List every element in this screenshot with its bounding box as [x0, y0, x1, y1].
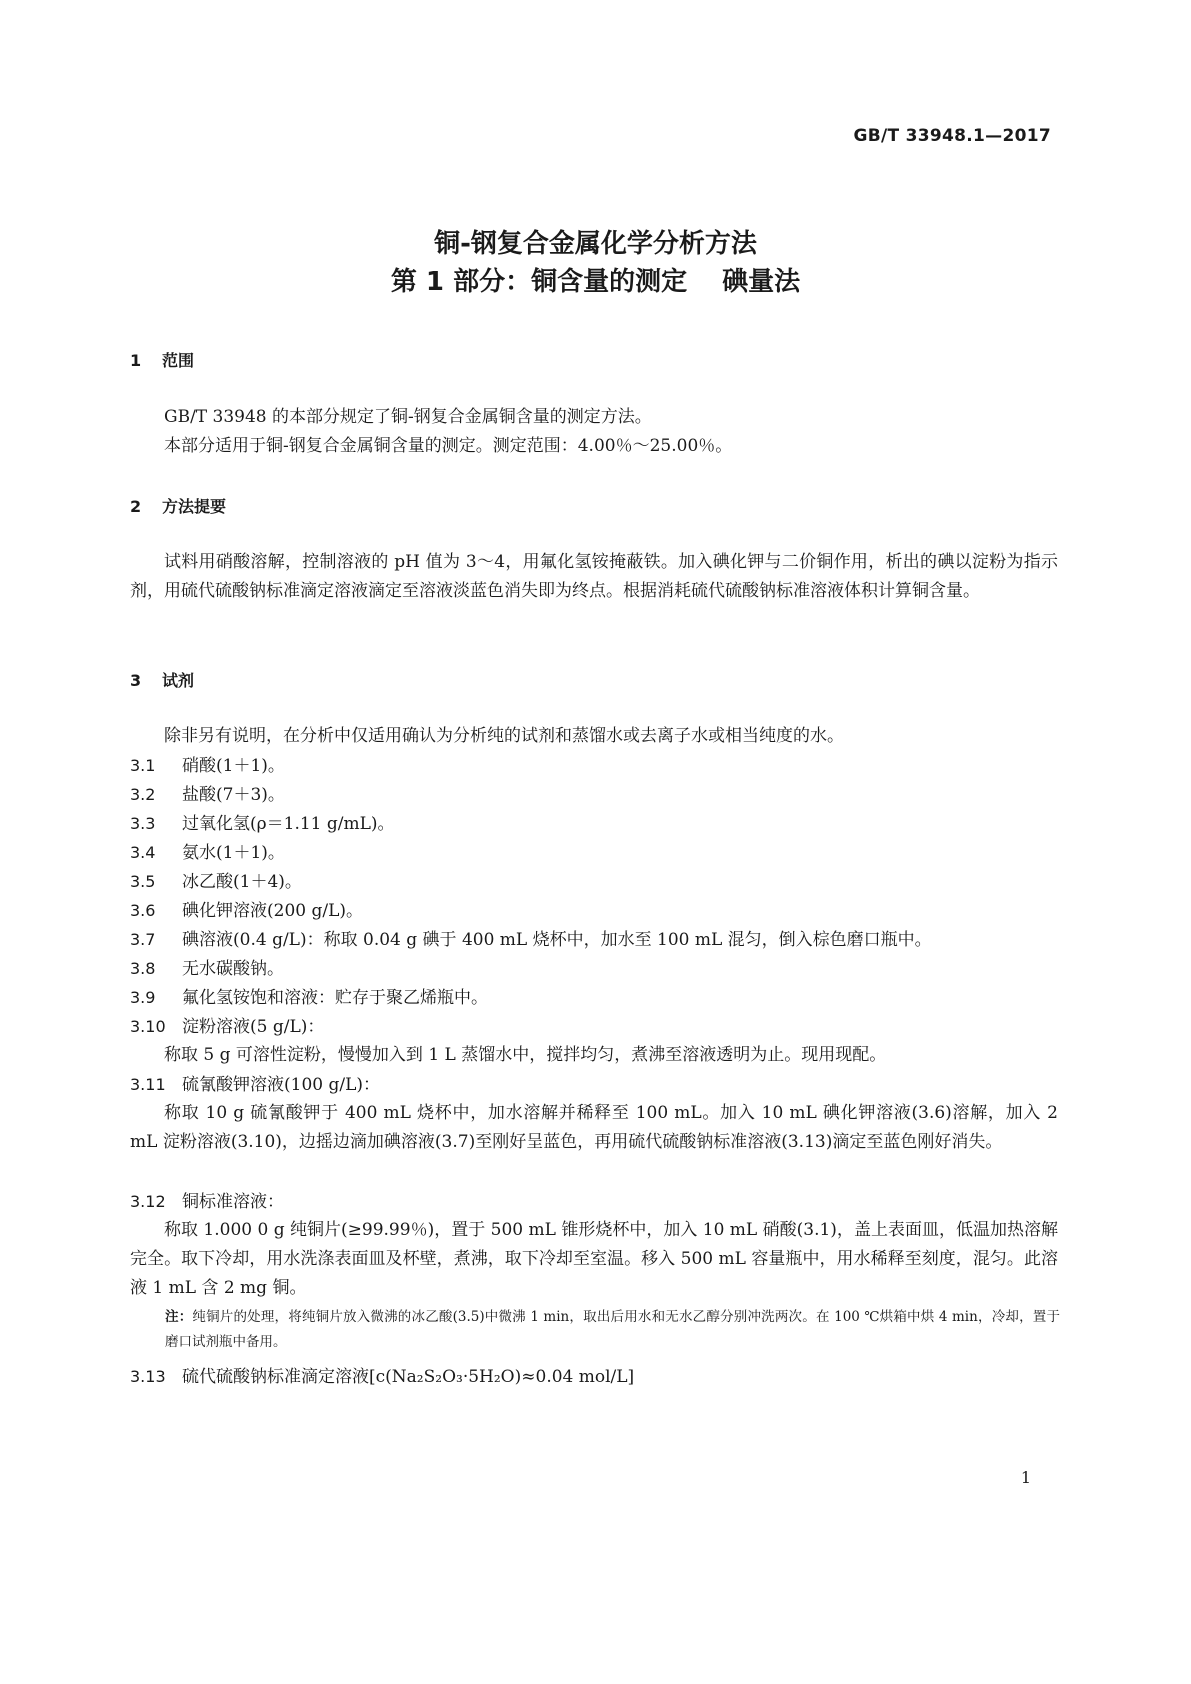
reagent-item — [130, 925, 1060, 955]
section-1-paragraph-2: 本部分适用于铜-钢复合金属铜含量的测定。测定范围：4.00％～25.00％。 — [164, 436, 733, 456]
reagent-item — [130, 1187, 1060, 1217]
section-1-heading — [130, 348, 194, 371]
item-text: 冰乙酸(1＋4)。 — [182, 872, 302, 892]
item-text: 氟化氢铵饱和溶液：贮存于聚乙烯瓶中。 — [182, 988, 488, 1008]
section-number: 2 — [130, 497, 142, 516]
section-3-intro: 除非另有说明，在分析中仅适用确认为分析纯的试剂和蒸馏水或去离子水或相当纯度的水。 — [164, 726, 844, 746]
item-number: 3.2 — [130, 785, 156, 804]
note-text: 纯铜片的处理，将纯铜片放入微沸的冰乙酸(3.5)中微沸 1 min，取出后用水和无水乙醇分别冲洗两次。在 100 ℃烘箱中烘 4 min，冷却，置于磨口试剂瓶中备用。 — [165, 1309, 1060, 1350]
item-text: 硝酸(1＋1)。 — [182, 756, 285, 776]
section-2-heading — [130, 494, 226, 517]
item-number: 3.3 — [130, 814, 156, 833]
item-text: 铜标准溶液： — [182, 1192, 284, 1212]
item-number: 3.13 — [130, 1367, 166, 1386]
item-text: 碘溶液(0.4 g/L)：称取 0.04 g 碘于 400 mL 烧杯中，加水至 100 mL 混匀，倒入棕色磨口瓶中。 — [182, 930, 932, 950]
reagent-item — [130, 809, 1060, 839]
item-number: 3.1 — [130, 756, 156, 775]
item-text: 无水碳酸钠。 — [182, 959, 284, 979]
item-number: 3.5 — [130, 872, 156, 891]
note-label: 注： — [165, 1309, 193, 1325]
item-text: 盐酸(7＋3)。 — [182, 785, 285, 805]
item-text: 过氧化氢(ρ＝1.11 g/mL)。 — [182, 814, 395, 834]
title-line-1: 铜-钢复合金属化学分析方法 — [434, 229, 757, 259]
reagent-item — [130, 838, 1060, 868]
section-number: 1 — [130, 351, 142, 370]
section-2-paragraph: 试料用硝酸溶解，控制溶液的 pH 值为 3～4，用氟化氢铵掩蔽铁。加入碘化钾与二价铜作用，析出的碘以淀粉为指示剂，用硫代硫酸钠标准滴定溶液滴定至溶液淡蓝色消失即为终点。根据消耗硫代硫酸钠标准溶液体积计算铜含量。 — [130, 552, 1058, 601]
reagent-item — [130, 954, 1060, 984]
section-title: 试剂 — [162, 671, 195, 690]
item-number: 3.10 — [130, 1017, 166, 1036]
section-3-heading — [130, 668, 194, 691]
document-title — [0, 225, 1191, 301]
reagent-item — [130, 867, 1060, 897]
item-text: 淀粉溶液(5 g/L)： — [182, 1017, 325, 1037]
item-3-11-description: 称取 10 g 硫氰酸钾于 400 mL 烧杯中，加水溶解并稀释至 100 mL。加入 10 mL 碘化钾溶液(3.6)溶解，加入 2 mL 淀粉溶液(3.10)，边摇边滴加碘溶液(3.7)至刚好呈蓝色，再用硫代硫酸钠标准溶液(3.13)滴定至蓝色刚好消失。 — [130, 1103, 1058, 1152]
section-number: 3 — [130, 671, 142, 690]
item-3-10-description: 称取 5 g 可溶性淀粉，慢慢加入到 1 L 蒸馏水中，搅拌均匀，煮沸至溶液透明为止。现用现配。 — [164, 1045, 887, 1065]
note — [165, 1305, 1060, 1355]
item-number: 3.9 — [130, 988, 156, 1007]
item-3-12-description: 称取 1.000 0 g 纯铜片(≥99.99％)，置于 500 mL 锥形烧杯中，加入 10 mL 硝酸(3.1)，盖上表面皿，低温加热溶解完全。取下冷却，用水洗涤表面皿及杯壁，煮沸，取下冷却至室温。移入 500 mL 容量瓶中，用水稀释至刻度，混匀。此溶液 1 mL 含 2 mg 铜。 — [130, 1220, 1058, 1298]
reagent-item — [130, 1362, 1060, 1392]
page-number: 1 — [1020, 1468, 1031, 1487]
item-number: 3.11 — [130, 1075, 166, 1094]
reagent-item — [130, 780, 1060, 810]
item-number: 3.6 — [130, 901, 156, 920]
section-1-paragraph-1: GB/T 33948 的本部分规定了铜-钢复合金属铜含量的测定方法。 — [164, 407, 652, 427]
item-number: 3.7 — [130, 930, 156, 949]
item-text: 硫代硫酸钠标准滴定溶液[c(Na₂S₂O₃·5H₂O)≈0.04 mol/L] — [182, 1367, 635, 1387]
standard-code: GB/T 33948.1—2017 — [853, 126, 1051, 146]
section-title: 范围 — [162, 351, 195, 370]
item-number: 3.12 — [130, 1192, 166, 1211]
reagent-item — [130, 1012, 1060, 1042]
reagent-item — [130, 896, 1060, 926]
reagent-item — [130, 751, 1060, 781]
item-text: 碘化钾溶液(200 g/L)。 — [182, 901, 364, 921]
section-title: 方法提要 — [162, 497, 227, 516]
reagent-item — [130, 1070, 1060, 1100]
item-text: 硫氰酸钾溶液(100 g/L)： — [182, 1075, 381, 1095]
item-text: 氨水(1＋1)。 — [182, 843, 285, 863]
item-number: 3.8 — [130, 959, 156, 978]
title-line-2: 第 1 部分：铜含量的测定 碘量法 — [390, 267, 801, 297]
reagent-item — [130, 983, 1060, 1013]
item-number: 3.4 — [130, 843, 156, 862]
